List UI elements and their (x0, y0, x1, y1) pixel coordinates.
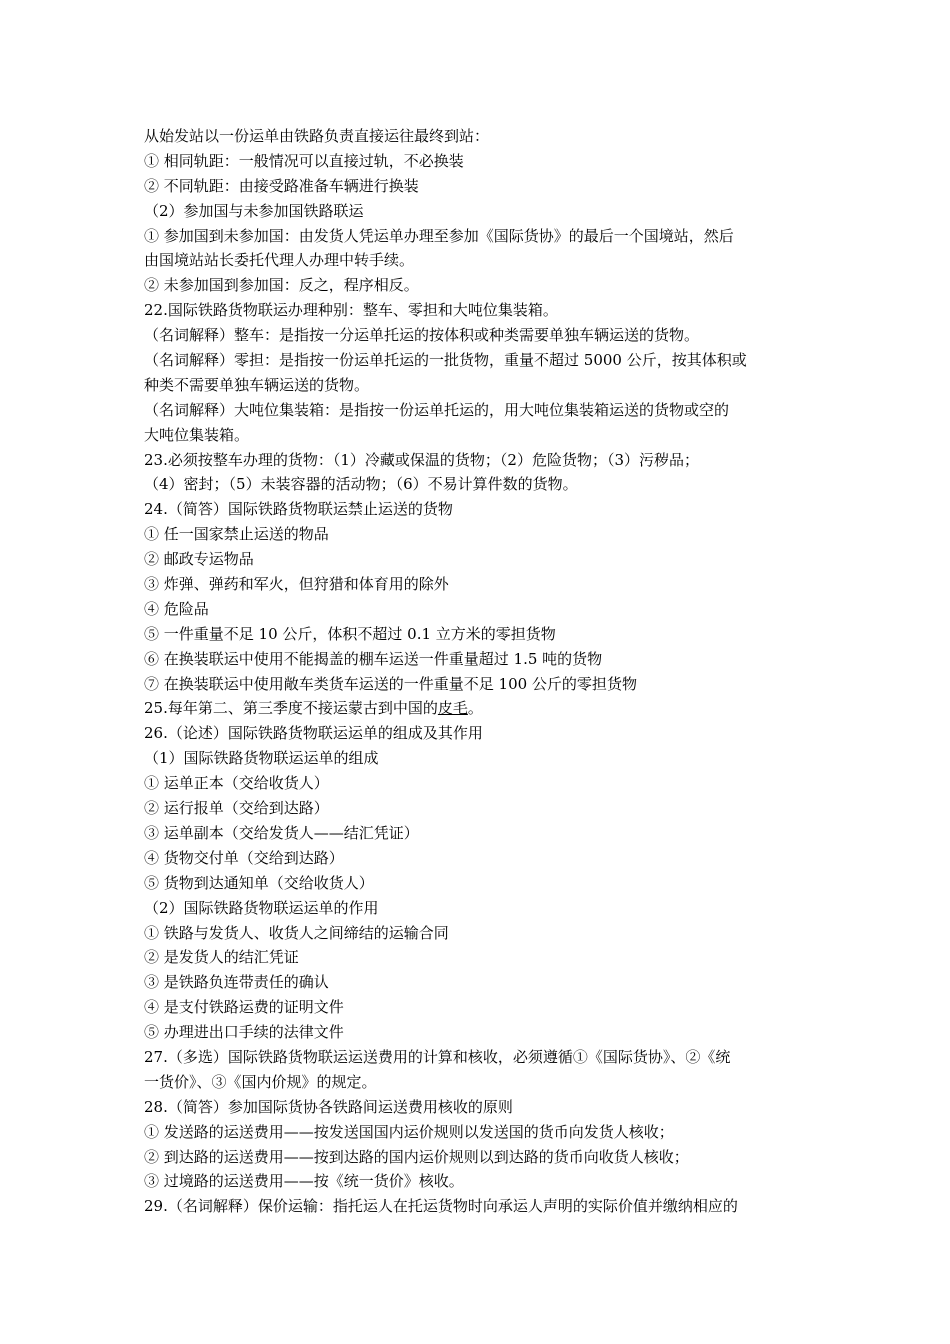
text-line: （2）参加国与未参加国铁路联运 (144, 201, 364, 220)
text-line: ④ 货物交付单（交给到达路） (144, 848, 344, 867)
text-line: ② 邮政专运物品 (144, 550, 254, 569)
text-line: 从始发站以一份运单由铁路负责直接运往最终到站： (144, 127, 490, 145)
text-line: ③ 炸弹、弹药和军火，但狩猎和体育用的除外 (144, 575, 449, 594)
text-line: 种类不需要单独车辆运送的货物。 (144, 375, 370, 394)
text-line: ④ 危险品 (144, 599, 209, 618)
text-line: 27.（多选）国际铁路货物联运运送费用的计算和核收，必须遵循①《国际货协》、②《统 (144, 1047, 731, 1066)
text-line: ② 是发货人的结汇凭证 (144, 948, 299, 967)
text-line: ⑥ 在换装联运中使用不能揭盖的棚车运送一件重量超过 1.5 吨的货物 (144, 649, 603, 668)
text-line: ① 发送路的运送费用——按发送国国内运价规则以发送国的货币向发货人核收； (144, 1122, 674, 1141)
text-line: 大吨位集装箱。 (144, 425, 250, 444)
text-line: ① 相同轨距：一般情况可以直接过轨，不必换装 (144, 151, 464, 170)
text-line: ⑦ 在换装联运中使用敞车类货车运送的一件重量不足 100 公斤的零担货物 (144, 674, 637, 693)
text-line: （名词解释）整车：是指按一分运单托运的按体积或种类需要单独车辆运送的货物。 (144, 326, 700, 345)
text-line: ② 未参加国到参加国：反之，程序相反。 (144, 276, 419, 295)
text-line: ② 不同轨距：由接受路准备车辆进行换装 (144, 176, 419, 195)
text-line: ⑤ 一件重量不足 10 公斤，体积不超过 0.1 立方米的零担货物 (144, 624, 556, 643)
text-line-25-suffix: 。 (467, 699, 483, 718)
text-line: ③ 运单副本（交给发货人——结汇凭证） (144, 823, 419, 842)
text-line: ① 运单正本（交给收货人） (144, 774, 329, 793)
text-line: 29.（名词解释）保价运输：指托运人在托运货物时向承运人声明的实际价值并缴纳相应的 (144, 1197, 738, 1216)
text-line: ① 参加国到未参加国：由发货人凭运单办理至参加《国际货协》的最后一个国境站，然后 (144, 226, 734, 245)
text-line: 26.（论述）国际铁路货物联运运单的组成及其作用 (144, 724, 483, 743)
text-line-25 (144, 696, 810, 721)
text-line: ② 到达路的运送费用——按到达路的国内运价规则以到达路的货币向收货人核收； (144, 1147, 689, 1166)
text-line: （名词解释）大吨位集装箱：是指按一份运单托运的，用大吨位集装箱运送的货物或空的 (144, 400, 730, 419)
text-line: 22.国际铁路货物联运办理种别：整车、零担和大吨位集装箱。 (144, 301, 558, 320)
text-line: 一货价》、③《国内价规》的规定。 (144, 1072, 377, 1091)
text-line: ④ 是支付铁路运费的证明文件 (144, 998, 344, 1017)
text-line-25-prefix: 25.每年第二、第三季度不接运蒙古到中国的 (144, 699, 438, 718)
text-line: （4）密封；（5）未装容器的活动物；（6）不易计算件数的货物。 (144, 475, 578, 494)
text-line: ① 铁路与发货人、收货人之间缔结的运输合同 (144, 923, 449, 942)
text-line: 由国境站站长委托代理人办理中转手续。 (144, 251, 415, 270)
document-body (144, 124, 810, 1219)
text-line: ③ 过境路的运送费用——按《统一货价》核收。 (144, 1172, 464, 1191)
text-line: 28.（简答）参加国际货协各铁路间运送费用核收的原则 (144, 1097, 513, 1116)
text-line: ② 运行报单（交给到达路） (144, 799, 329, 818)
text-line: （1）国际铁路货物联运运单的组成 (144, 749, 379, 768)
text-line: 24.（简答）国际铁路货物联运禁止运送的货物 (144, 500, 453, 519)
text-line: （2）国际铁路货物联运运单的作用 (144, 898, 379, 917)
text-line: ⑤ 办理进出口手续的法律文件 (144, 1023, 344, 1042)
underlined-word: 皮毛 (437, 699, 468, 718)
text-line: ③ 是铁路负连带责任的确认 (144, 973, 329, 992)
text-line: （名词解释）零担：是指按一份运单托运的一批货物，重量不超过 5000 公斤，按其体积或 (144, 351, 747, 370)
text-line: 23.必须按整车办理的货物：（1）冷藏或保温的货物；（2）危险货物；（3）污秽品； (144, 450, 699, 469)
text-line: ① 任一国家禁止运送的物品 (144, 525, 329, 544)
text-block-2 (144, 721, 810, 1219)
text-line: ⑤ 货物到达通知单（交给收货人） (144, 873, 374, 892)
text-block-1 (144, 124, 810, 696)
